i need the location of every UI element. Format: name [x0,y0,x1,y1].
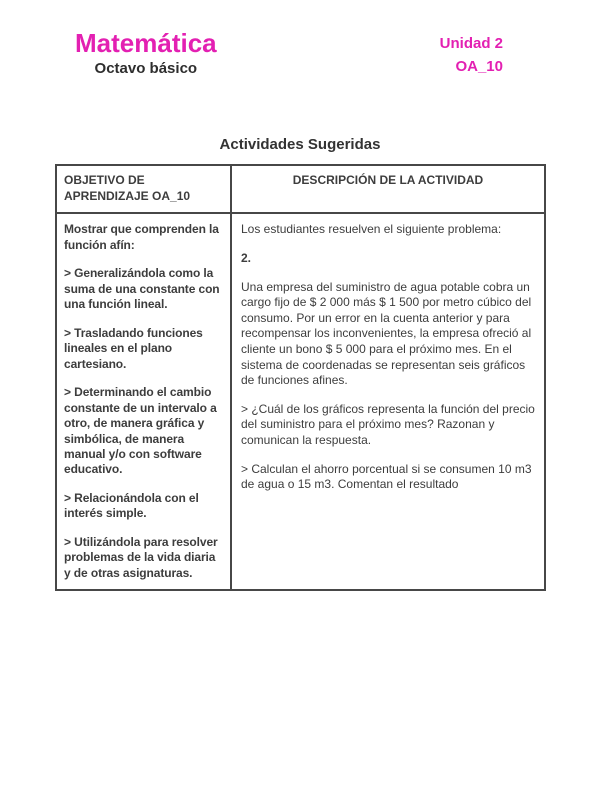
table-header-row [56,165,545,213]
objective-intro: Mostrar que comprenden la función afín: [64,222,219,252]
oa-code-label: OA_10 [455,57,503,75]
objective-cell [56,213,231,590]
grade-subtitle: Octavo básico [94,60,198,78]
objective-item: > Generalizándola como la suma de una constante con una función lineal. [64,266,220,312]
activity-column-header: DESCRIPCIÓN DE LA ACTIVIDAD [231,165,545,213]
activity-question: > Calculan el ahorro porcentual si se consumen 10 m3 de agua o 15 m3. Comentan el resultado [241,461,532,492]
table-body-row [56,213,545,590]
page-header [0,0,600,78]
activities-table [55,164,546,591]
unit-label: Unidad 2 [439,35,503,52]
objective-item: > Utilizándola para resolver problemas de la vida diaria y de otras asignaturas. [64,534,218,580]
activity-number: 2. [241,250,252,265]
objective-column-header: OBJETIVO DE APRENDIZAJE OA_10 [56,165,231,213]
section-title: Actividades Sugeridas [219,136,381,153]
objective-item: > Determinando el cambio constante de un intervalo a otro, de manera gráfica y simbólica, de manera manual y/o con software educativo. [64,385,217,477]
subject-title: Matemática [75,28,217,58]
objective-item: > Trasladando funciones lineales en el plano cartesiano. [64,325,203,371]
activity-question: > ¿Cuál de los gráficos representa la función del precio del suministro para el próximo mes? Razonan y comunican la respuesta. [241,401,535,447]
activity-problem: Una empresa del suministro de agua potable cobra un cargo fijo de $ 2 000 más $ 1 500 por metro cúbico del consumo. Por un error en la cuenta anterior y para recompensar los inconvenientes, la empresa ofreció al cliente un bono $ 5 000 para el próximo mes. En el sistema de coordenadas se representan seis gráficos de funciones afines. [241,279,532,388]
activity-intro: Los estudiantes resuelven el siguiente problema: [241,222,502,237]
objective-item: > Relacionándola con el interés simple. [64,490,199,521]
unit-block [440,30,503,78]
brand-block [75,30,217,77]
activity-cell [231,213,545,590]
